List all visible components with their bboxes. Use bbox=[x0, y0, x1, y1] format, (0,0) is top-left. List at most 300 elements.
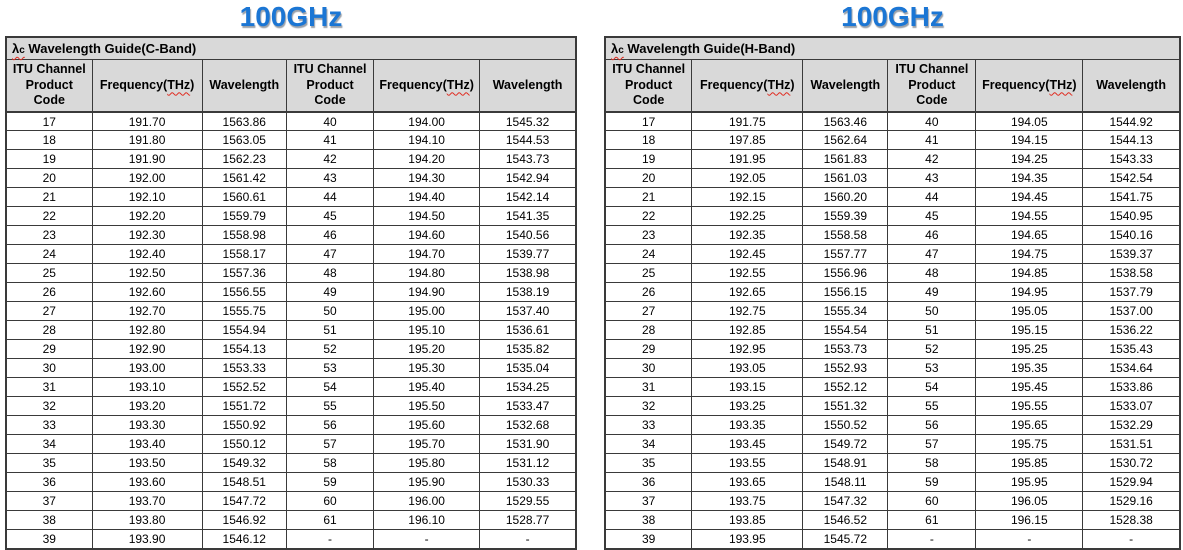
table-cell: 57 bbox=[286, 435, 373, 454]
table-cell: - bbox=[374, 530, 480, 549]
table-cell: 38 bbox=[605, 511, 692, 530]
table-cell: 44 bbox=[286, 188, 373, 207]
table-cell: 33 bbox=[6, 416, 92, 435]
table-cell: 193.35 bbox=[692, 416, 803, 435]
table-cell: 192.95 bbox=[692, 340, 803, 359]
col-header-itu-code: ITU Channel Product Code bbox=[888, 60, 976, 112]
table-cell: 1530.33 bbox=[480, 473, 576, 492]
table-row bbox=[605, 378, 1180, 397]
table-cell: - bbox=[888, 530, 976, 549]
table-cell: 194.25 bbox=[976, 150, 1083, 169]
table-cell: 34 bbox=[605, 435, 692, 454]
table-cell: 193.55 bbox=[692, 454, 803, 473]
table-cell: 33 bbox=[605, 416, 692, 435]
table-row bbox=[605, 397, 1180, 416]
table-cell: 193.20 bbox=[92, 397, 202, 416]
table-cell: 1535.04 bbox=[480, 359, 576, 378]
table-cell: 193.60 bbox=[92, 473, 202, 492]
col-header-frequency: Frequency(THz) bbox=[976, 60, 1083, 112]
table-cell: 53 bbox=[888, 359, 976, 378]
table-cell: 1540.95 bbox=[1083, 207, 1180, 226]
table-cell: 54 bbox=[888, 378, 976, 397]
table-row bbox=[6, 435, 576, 454]
table-cell: 45 bbox=[888, 207, 976, 226]
table-cell: 22 bbox=[6, 207, 92, 226]
table-row bbox=[605, 283, 1180, 302]
table-cell: 195.50 bbox=[374, 397, 480, 416]
table-cell: 1531.90 bbox=[480, 435, 576, 454]
table-cell: 1563.86 bbox=[202, 112, 286, 131]
table-cell: - bbox=[480, 530, 576, 549]
table-row bbox=[6, 492, 576, 511]
table-cell: 42 bbox=[888, 150, 976, 169]
table-cell: 1550.92 bbox=[202, 416, 286, 435]
table-row bbox=[605, 511, 1180, 530]
table-cell: 1558.17 bbox=[202, 245, 286, 264]
table-row bbox=[605, 492, 1180, 511]
table-cell: 31 bbox=[605, 378, 692, 397]
table-cell: 1542.14 bbox=[480, 188, 576, 207]
table-row bbox=[605, 530, 1180, 549]
table-cell: 194.55 bbox=[976, 207, 1083, 226]
table-cell: 1538.58 bbox=[1083, 264, 1180, 283]
table-cell: 31 bbox=[6, 378, 92, 397]
table-cell: 193.75 bbox=[692, 492, 803, 511]
table-cell: 192.85 bbox=[692, 321, 803, 340]
table-cell: 194.40 bbox=[374, 188, 480, 207]
table-cell: 51 bbox=[286, 321, 373, 340]
table-cell: 193.10 bbox=[92, 378, 202, 397]
table-cell: 1562.23 bbox=[202, 150, 286, 169]
c-band-section bbox=[5, 0, 577, 550]
table-cell: 41 bbox=[286, 131, 373, 150]
table-row bbox=[605, 416, 1180, 435]
table-cell: 20 bbox=[605, 169, 692, 188]
col-header-itu-code: ITU Channel Product Code bbox=[605, 60, 692, 112]
table-cell: 191.90 bbox=[92, 150, 202, 169]
table-cell: 195.70 bbox=[374, 435, 480, 454]
table-cell: 193.85 bbox=[692, 511, 803, 530]
caption-text: Wavelength Guide(H-Band) bbox=[627, 41, 796, 56]
table-cell: 59 bbox=[286, 473, 373, 492]
table-cell: 193.50 bbox=[92, 454, 202, 473]
table-cell: 194.30 bbox=[374, 169, 480, 188]
table-cell: 39 bbox=[605, 530, 692, 549]
table-cell: 57 bbox=[888, 435, 976, 454]
table-cell: - bbox=[1083, 530, 1180, 549]
table-row bbox=[6, 378, 576, 397]
table-cell: 192.10 bbox=[92, 188, 202, 207]
table-cell: 48 bbox=[888, 264, 976, 283]
table-cell: 61 bbox=[888, 511, 976, 530]
table-cell: 1545.72 bbox=[803, 530, 888, 549]
table-cell: 53 bbox=[286, 359, 373, 378]
table-cell: 1549.32 bbox=[202, 454, 286, 473]
table-cell: 195.30 bbox=[374, 359, 480, 378]
table-cell: 195.10 bbox=[374, 321, 480, 340]
c-band-grid-title: 100GHz bbox=[239, 1, 343, 32]
table-cell: 60 bbox=[888, 492, 976, 511]
table-cell: 20 bbox=[6, 169, 92, 188]
table-cell: 1563.46 bbox=[803, 112, 888, 131]
table-cell: 45 bbox=[286, 207, 373, 226]
table-cell: 195.55 bbox=[976, 397, 1083, 416]
table-cell: 193.00 bbox=[92, 359, 202, 378]
table-cell: 46 bbox=[888, 226, 976, 245]
table-cell: 1552.93 bbox=[803, 359, 888, 378]
table-cell: 195.75 bbox=[976, 435, 1083, 454]
table-cell: 28 bbox=[6, 321, 92, 340]
col-header-frequency: Frequency(THz) bbox=[692, 60, 803, 112]
table-cell: 38 bbox=[6, 511, 92, 530]
table-row bbox=[605, 302, 1180, 321]
table-cell: 192.15 bbox=[692, 188, 803, 207]
table-cell: 1550.52 bbox=[803, 416, 888, 435]
table-cell: 1537.40 bbox=[480, 302, 576, 321]
table-cell: 193.05 bbox=[692, 359, 803, 378]
table-cell: 1547.32 bbox=[803, 492, 888, 511]
table-cell: 191.95 bbox=[692, 150, 803, 169]
table-cell: 193.90 bbox=[92, 530, 202, 549]
table-cell: 1551.72 bbox=[202, 397, 286, 416]
table-cell: 194.00 bbox=[374, 112, 480, 131]
table-cell: 19 bbox=[6, 150, 92, 169]
table-cell: 192.55 bbox=[692, 264, 803, 283]
table-cell: 1552.12 bbox=[803, 378, 888, 397]
table-cell: 192.65 bbox=[692, 283, 803, 302]
table-cell: 1548.51 bbox=[202, 473, 286, 492]
table-cell: 29 bbox=[6, 340, 92, 359]
table-cell: 24 bbox=[605, 245, 692, 264]
column-header-row bbox=[6, 60, 576, 112]
table-row bbox=[6, 245, 576, 264]
table-cell: 17 bbox=[6, 112, 92, 131]
table-cell: 196.00 bbox=[374, 492, 480, 511]
table-row bbox=[6, 321, 576, 340]
table-cell: 1538.19 bbox=[480, 283, 576, 302]
table-cell: 1555.75 bbox=[202, 302, 286, 321]
table-cell: 22 bbox=[605, 207, 692, 226]
table-cell: 1547.72 bbox=[202, 492, 286, 511]
table-row bbox=[6, 473, 576, 492]
table-cell: 193.80 bbox=[92, 511, 202, 530]
table-cell: 32 bbox=[6, 397, 92, 416]
table-row bbox=[6, 264, 576, 283]
table-cell: 17 bbox=[605, 112, 692, 131]
table-cell: 23 bbox=[605, 226, 692, 245]
table-cell: 1548.91 bbox=[803, 454, 888, 473]
table-cell: 1546.12 bbox=[202, 530, 286, 549]
table-row bbox=[6, 169, 576, 188]
table-cell: 28 bbox=[605, 321, 692, 340]
table-cell: 192.75 bbox=[692, 302, 803, 321]
table-cell: 193.30 bbox=[92, 416, 202, 435]
table-cell: 1545.32 bbox=[480, 112, 576, 131]
table-cell: 192.60 bbox=[92, 283, 202, 302]
table-cell: 25 bbox=[6, 264, 92, 283]
caption-text: Wavelength Guide(C-Band) bbox=[28, 41, 197, 56]
table-cell: 193.95 bbox=[692, 530, 803, 549]
table-cell: 47 bbox=[888, 245, 976, 264]
table-row bbox=[605, 188, 1180, 207]
table-cell: 192.45 bbox=[692, 245, 803, 264]
table-cell: 1528.77 bbox=[480, 511, 576, 530]
table-cell: 52 bbox=[888, 340, 976, 359]
table-cell: 1538.98 bbox=[480, 264, 576, 283]
table-cell: 195.80 bbox=[374, 454, 480, 473]
table-cell: 195.35 bbox=[976, 359, 1083, 378]
table-cell: 27 bbox=[605, 302, 692, 321]
c-band-table bbox=[5, 36, 577, 550]
table-cell: 39 bbox=[6, 530, 92, 549]
table-cell: 1559.79 bbox=[202, 207, 286, 226]
table-cell: 1562.64 bbox=[803, 131, 888, 150]
table-cell: 40 bbox=[888, 112, 976, 131]
table-cell: 1554.54 bbox=[803, 321, 888, 340]
table-caption-row bbox=[6, 37, 576, 60]
table-row bbox=[605, 359, 1180, 378]
table-cell: 47 bbox=[286, 245, 373, 264]
table-cell: 195.00 bbox=[374, 302, 480, 321]
table-cell: 21 bbox=[605, 188, 692, 207]
h-band-table bbox=[604, 36, 1181, 550]
table-cell: 1539.77 bbox=[480, 245, 576, 264]
table-cell: 195.90 bbox=[374, 473, 480, 492]
table-cell: 1552.52 bbox=[202, 378, 286, 397]
table-cell: 192.30 bbox=[92, 226, 202, 245]
table-cell: 1543.73 bbox=[480, 150, 576, 169]
table-cell: 35 bbox=[6, 454, 92, 473]
col-header-wavelength: Wavelength bbox=[202, 60, 286, 112]
table-cell: 55 bbox=[286, 397, 373, 416]
table-cell: 194.60 bbox=[374, 226, 480, 245]
table-row bbox=[6, 454, 576, 473]
table-cell: 194.85 bbox=[976, 264, 1083, 283]
table-cell: 1535.43 bbox=[1083, 340, 1180, 359]
table-cell: 192.90 bbox=[92, 340, 202, 359]
table-cell: 1537.00 bbox=[1083, 302, 1180, 321]
table-cell: 1541.35 bbox=[480, 207, 576, 226]
table-cell: 194.80 bbox=[374, 264, 480, 283]
table-cell: 21 bbox=[6, 188, 92, 207]
table-cell: 1540.16 bbox=[1083, 226, 1180, 245]
table-row bbox=[6, 283, 576, 302]
table-cell: 1535.82 bbox=[480, 340, 576, 359]
table-cell: 194.20 bbox=[374, 150, 480, 169]
table-cell: 195.65 bbox=[976, 416, 1083, 435]
table-cell: 19 bbox=[605, 150, 692, 169]
table-cell: 196.05 bbox=[976, 492, 1083, 511]
table-cell: 26 bbox=[605, 283, 692, 302]
table-cell: 193.40 bbox=[92, 435, 202, 454]
table-row bbox=[6, 131, 576, 150]
table-cell: 1541.75 bbox=[1083, 188, 1180, 207]
table-row bbox=[6, 359, 576, 378]
table-row bbox=[6, 416, 576, 435]
table-cell: 194.10 bbox=[374, 131, 480, 150]
table-cell: 50 bbox=[888, 302, 976, 321]
table-cell: 1542.94 bbox=[480, 169, 576, 188]
table-cell: 24 bbox=[6, 245, 92, 264]
table-cell: 192.00 bbox=[92, 169, 202, 188]
table-cell: 195.95 bbox=[976, 473, 1083, 492]
table-row bbox=[6, 530, 576, 549]
table-cell: - bbox=[286, 530, 373, 549]
table-cell: 1559.39 bbox=[803, 207, 888, 226]
table-row bbox=[6, 340, 576, 359]
table-cell: 42 bbox=[286, 150, 373, 169]
table-cell: 192.35 bbox=[692, 226, 803, 245]
table-cell: 195.25 bbox=[976, 340, 1083, 359]
table-row bbox=[605, 226, 1180, 245]
table-cell: 44 bbox=[888, 188, 976, 207]
table-row bbox=[605, 340, 1180, 359]
table-cell: 194.65 bbox=[976, 226, 1083, 245]
table-cell: 36 bbox=[605, 473, 692, 492]
table-cell: 1546.92 bbox=[202, 511, 286, 530]
table-cell: 192.25 bbox=[692, 207, 803, 226]
table-cell: 191.75 bbox=[692, 112, 803, 131]
table-row bbox=[605, 245, 1180, 264]
table-row bbox=[6, 302, 576, 321]
table-cell: 195.05 bbox=[976, 302, 1083, 321]
c-band-caption bbox=[6, 37, 576, 60]
table-caption-row bbox=[605, 37, 1180, 60]
table-cell: 49 bbox=[286, 283, 373, 302]
table-cell: 1532.29 bbox=[1083, 416, 1180, 435]
table-cell: 194.15 bbox=[976, 131, 1083, 150]
table-cell: 1529.55 bbox=[480, 492, 576, 511]
table-cell: 1557.36 bbox=[202, 264, 286, 283]
table-cell: 1534.25 bbox=[480, 378, 576, 397]
table-cell: 194.45 bbox=[976, 188, 1083, 207]
table-cell: 56 bbox=[888, 416, 976, 435]
table-cell: 59 bbox=[888, 473, 976, 492]
table-cell: 195.20 bbox=[374, 340, 480, 359]
table-cell: 1536.61 bbox=[480, 321, 576, 340]
table-row bbox=[6, 112, 576, 131]
lambda-c-symbol: λc bbox=[12, 41, 25, 56]
table-cell: 43 bbox=[888, 169, 976, 188]
table-cell: 1557.77 bbox=[803, 245, 888, 264]
table-cell: 60 bbox=[286, 492, 373, 511]
table-cell: 1558.98 bbox=[202, 226, 286, 245]
table-cell: 192.50 bbox=[92, 264, 202, 283]
table-cell: 191.80 bbox=[92, 131, 202, 150]
table-cell: 196.15 bbox=[976, 511, 1083, 530]
table-cell: 43 bbox=[286, 169, 373, 188]
table-cell: 193.15 bbox=[692, 378, 803, 397]
table-cell: 58 bbox=[888, 454, 976, 473]
table-cell: 1537.79 bbox=[1083, 283, 1180, 302]
table-cell: 52 bbox=[286, 340, 373, 359]
table-cell: 51 bbox=[888, 321, 976, 340]
table-cell: 194.70 bbox=[374, 245, 480, 264]
table-cell: 1528.38 bbox=[1083, 511, 1180, 530]
table-cell: 1543.33 bbox=[1083, 150, 1180, 169]
table-cell: 1554.94 bbox=[202, 321, 286, 340]
table-cell: 1551.32 bbox=[803, 397, 888, 416]
table-cell: 34 bbox=[6, 435, 92, 454]
table-cell: 194.95 bbox=[976, 283, 1083, 302]
table-cell: 36 bbox=[6, 473, 92, 492]
table-row bbox=[605, 454, 1180, 473]
table-row bbox=[605, 112, 1180, 131]
table-cell: 1560.20 bbox=[803, 188, 888, 207]
table-cell: 197.85 bbox=[692, 131, 803, 150]
table-cell: 56 bbox=[286, 416, 373, 435]
table-cell: 1529.16 bbox=[1083, 492, 1180, 511]
table-cell: 1553.73 bbox=[803, 340, 888, 359]
table-row bbox=[6, 397, 576, 416]
table-cell: 1548.11 bbox=[803, 473, 888, 492]
h-band-grid-title: 100GHz bbox=[841, 1, 944, 32]
table-row bbox=[605, 169, 1180, 188]
table-cell: 30 bbox=[6, 359, 92, 378]
table-cell: 194.35 bbox=[976, 169, 1083, 188]
table-cell: 195.45 bbox=[976, 378, 1083, 397]
table-cell: 1539.37 bbox=[1083, 245, 1180, 264]
table-cell: 193.25 bbox=[692, 397, 803, 416]
table-cell: 25 bbox=[605, 264, 692, 283]
table-row bbox=[6, 188, 576, 207]
table-cell: 1554.13 bbox=[202, 340, 286, 359]
table-cell: 48 bbox=[286, 264, 373, 283]
table-cell: 193.65 bbox=[692, 473, 803, 492]
table-cell: 1555.34 bbox=[803, 302, 888, 321]
table-cell: 191.70 bbox=[92, 112, 202, 131]
table-cell: 1533.47 bbox=[480, 397, 576, 416]
table-row bbox=[605, 131, 1180, 150]
h-band-table-body bbox=[605, 112, 1180, 549]
table-cell: 1533.07 bbox=[1083, 397, 1180, 416]
table-cell: 26 bbox=[6, 283, 92, 302]
table-cell: 195.85 bbox=[976, 454, 1083, 473]
c-band-table-body bbox=[6, 112, 576, 549]
table-row bbox=[605, 321, 1180, 340]
table-cell: 46 bbox=[286, 226, 373, 245]
table-cell: 194.75 bbox=[976, 245, 1083, 264]
table-cell: 1534.64 bbox=[1083, 359, 1180, 378]
table-cell: 55 bbox=[888, 397, 976, 416]
table-cell: 1553.33 bbox=[202, 359, 286, 378]
table-cell: 1556.55 bbox=[202, 283, 286, 302]
h-band-caption bbox=[605, 37, 1180, 60]
table-cell: 1531.51 bbox=[1083, 435, 1180, 454]
table-row bbox=[6, 226, 576, 245]
table-cell: 1561.03 bbox=[803, 169, 888, 188]
table-cell: 1544.13 bbox=[1083, 131, 1180, 150]
table-cell: 1544.53 bbox=[480, 131, 576, 150]
col-header-frequency: Frequency(THz) bbox=[374, 60, 480, 112]
table-cell: 193.70 bbox=[92, 492, 202, 511]
table-row bbox=[6, 150, 576, 169]
column-header-row bbox=[605, 60, 1180, 112]
table-cell: - bbox=[976, 530, 1083, 549]
table-cell: 27 bbox=[6, 302, 92, 321]
table-cell: 40 bbox=[286, 112, 373, 131]
table-cell: 1550.12 bbox=[202, 435, 286, 454]
table-cell: 1546.52 bbox=[803, 511, 888, 530]
table-cell: 18 bbox=[6, 131, 92, 150]
table-cell: 194.50 bbox=[374, 207, 480, 226]
table-row bbox=[605, 207, 1180, 226]
table-cell: 1560.61 bbox=[202, 188, 286, 207]
table-cell: 61 bbox=[286, 511, 373, 530]
table-cell: 194.90 bbox=[374, 283, 480, 302]
table-cell: 192.40 bbox=[92, 245, 202, 264]
lambda-c-symbol: λc bbox=[611, 41, 624, 56]
